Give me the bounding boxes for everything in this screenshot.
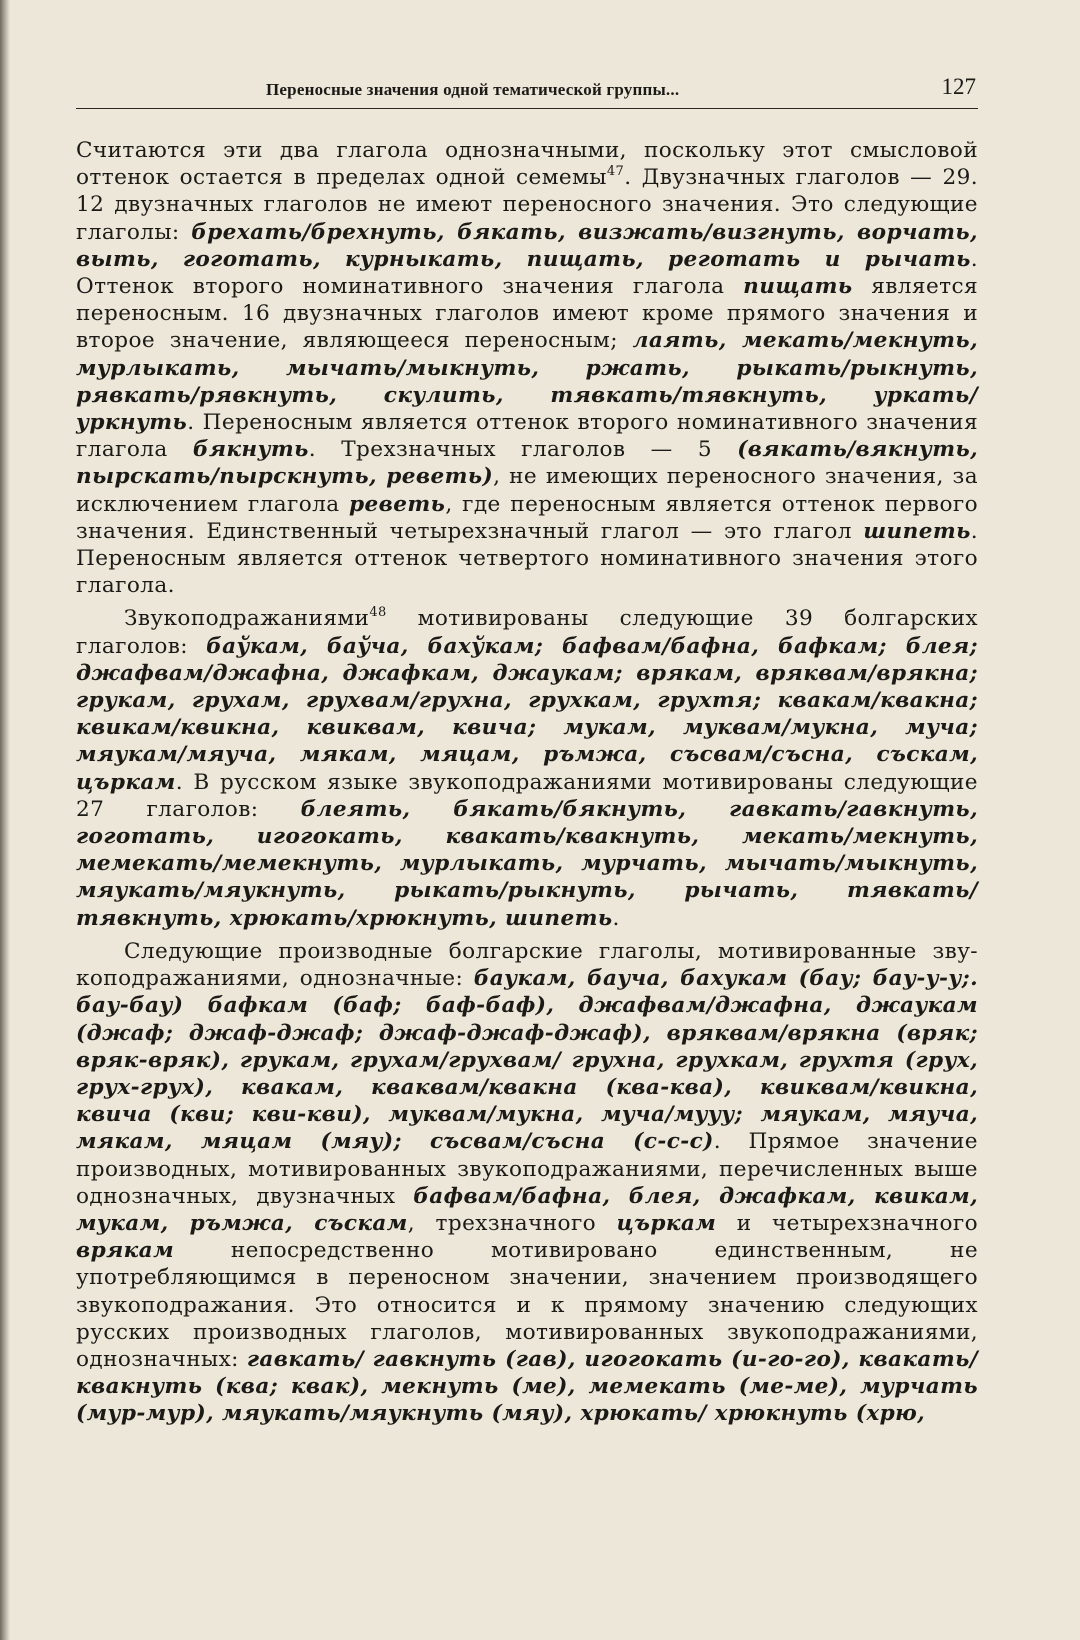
verb: пищать — [743, 274, 853, 300]
body-text — [76, 109, 978, 1428]
paragraph-3: Следующие производные болгарские глаголы, мотивированные зву- коподражаниями, однозначные: баукам, бауча, бахукам (бау; бау-у-у;. бау-бау) бафкам (баф; баф-баф), джафвам/джафна, джаукам (джаф; джаф-джаф; джаф-джаф-джаф), вряквам/врякна (вряк; вряк-вряк), грукам, грухам/груxвам/ грухна, грухкам, грухтя (грух, грух-грух), квакам, кваквам/квакна (ква-ква), квиквам/квикна, квича (кви; кви-кви), муквам/мукна, муча/мууу; мяукам, мяуча, мякам, мяцам (мяу); съсвам/съсна (с-с-с). Прямое значение производных, мотивированных звукоподражаниями, перечисленных выше однозначных, двузначных бафвам/бафна, блея, джафкам, квикам, мукам, ръмжа, съскам, трехзначного църкам и четырехзначного врякам непосредственно мотивировано единственным, не употребляющимся в переносном значении, значением производящего звукоподражания. Это относится и к прямому значению следующих русских производных глаголов, мотивированных звукоподражаниями, однозначных: гавкать/ гавкнуть (гав), игогокать (и-го-го), квакать/квакнуть (ква; квак), мекнуть (ме), мемекать (ме-ме), мурчать (мур-мур), мяукать/мяукнуть (мяу), хрюкать/ хрюкнуть (хрю, — [76, 938, 979, 1427]
verb-list: баукам, бауча, бахукам (бау; бау-у-у;. бау-бау) бафкам (баф; баф-баф), джафвам/джафна, джаукам (джаф; джаф-джаф; джаф-джаф-джаф), вряквам/врякна (вряк; вряк-вряк), грукам, грухам/груxвам/ грухна, грухкам, грухтя (грух, грух-грух), квакам, кваквам/квакна (ква-ква), квиквам/квикна, квича (кви; кви-кви), муквам/мукна, муча/мууу; мяукам, мяуча, мякам, мяцам (мяу); съсвам/съсна (с-с-с) — [76, 966, 978, 1155]
verb: реветь — [349, 491, 446, 517]
paragraph-1: Считаются эти два глагола однозначными, поскольку этот смысловой оттенок остается в пределах одной семемы$^{47}$. Двузначных глаголов — 29. 12 двузначных глаголов не имеют переносного значения. Это следующие глаголы: брехать/брехнуть, бякать, визжать/визгнуть, ворчать, выть, гоготать, курныкать, пищать, реготать и рычать. Оттенок второго номинативного значения глагола пищать является переносным. 16 двузначных глаголов имеют кроме прямого значения и второе значение, являющееся переносным; лаять, мекать/мекнуть, мурлыкать, мычать/мыкнуть, ржать, рыкать/рыкнуть, рявкать/рявкнуть, скулить, тявкать/тявкнуть, уркать/уркнуть. Переносным является оттенок второго номинативного значения глагола бякнуть. Трехзначных глаголов — 5 (вякать/вякнуть, пырскать/пырскнуть, реветь), не имеющих переносного значения, за исключением глагола реветь, где переносным является оттенок первого значения. Единственный четырехзначный глагол — это глагол шипеть. Переносным является оттенок четвертого номинативного значения этого глагола. — [76, 138, 979, 599]
verb-list: гавкать/ гавкнуть (гав), игогокать (и-го-го), квакать/квакнуть (ква; квак), мекнуть (ме), мемекать (ме-ме), мурчать (мур-мур), мяукать/мяукнуть (мяу), хрюкать/ хрюкнуть (хрю, — [76, 1346, 979, 1427]
book-page — [76, 68, 978, 1428]
verb-list: лаять, мекать/мекнуть, мурлыкать, мычать/мыкнуть, ржать, рыкать/рыкнуть, рявкать/рявкнуть, скулить, тявкать/тявкнуть, уркать/уркнуть — [76, 328, 978, 436]
verb-list: блеять, бякать/бякнуть, гавкать/гавкнуть, гоготать, игогокать, квакать/квакнуть, мекать/мекнуть, мемекать/мемекнуть, мурлыкать, мурчать, мычать/мыкнуть, мяукать/мяукнуть, рыкать/рыкнуть, рычать, тявкать/тявкнуть, хрюкать/хрюкнуть, шипеть — [76, 796, 978, 931]
footnote-ref-48: 48 — [369, 605, 387, 621]
running-title: Переносные значения одной тематической группы... — [266, 80, 680, 99]
verb-list: бафвам/бафна, блея, джафкам, квикам, мукам, ръмжа, съскам — [76, 1183, 978, 1236]
verb: църкам — [616, 1210, 717, 1236]
paragraph-2: Звукоподражаниями$^{48}$ мотивированы следующие 39 болгарских глаголов: баўкам, баўча, бахўкам; бафвам/бафна, бафкам; блея; джафвам/джафна, джафкам, джаукам; врякам, вряквам/врякна; грукам, грухам, груxвам/грухна, грухкам, грухтя; квакам/квакна; квикам/квикна, квиквам, квича; мукам, муквам/мукна, муча; мяукам/мяуча, мякам, мяцам, ръмжа, съсвам/съсна, съскам, църкам. В русском языке звукоподражаниями мотивированы следующие 27 глаголов: блеять, бякать/бякнуть, гавкать/гавкнуть, гоготать, игогокать, квакать/квакнуть, мекать/мекнуть, мемекать/мемекнуть, мурлыкать, мурчать, мычать/мыкнуть, мяукать/мяукнуть, рыкать/рыкнуть, рычать, тявкать/тявкнуть, хрюкать/хрюкнуть, шипеть. — [76, 605, 979, 931]
verb: врякам — [76, 1238, 175, 1264]
verb: бякнуть — [192, 437, 309, 463]
verb-list: брехать/брехнуть, бякать, визжать/визгнуть, ворчать, выть, гоготать, курныкать, пищать, реготать и рычать — [76, 219, 978, 272]
page-number: 127 — [941, 74, 976, 99]
book-spine-shadow — [0, 0, 10, 1640]
verb: шипеть — [863, 518, 971, 544]
verb-list: (вякать/вякнуть, пырскать/пырскнуть, реветь) — [76, 437, 979, 490]
footnote-ref-47: 47 — [606, 164, 625, 180]
verb-list: баўкам, баўча, бахўкам; бафвам/бафна, бафкам; блея; джафвам/джафна, джафкам, джаукам; врякам, вряквам/врякна; грукам, грухам, груxвам/грухна, грухкам, грухтя; квакам/квакна; квикам/квикна, квиквам, квича; мукам, муквам/мукна, муча; мяукам/мяуча, мякам, мяцам, ръмжа, съсвам/съсна, съскам, църкам — [76, 633, 979, 795]
page-header — [76, 68, 978, 109]
